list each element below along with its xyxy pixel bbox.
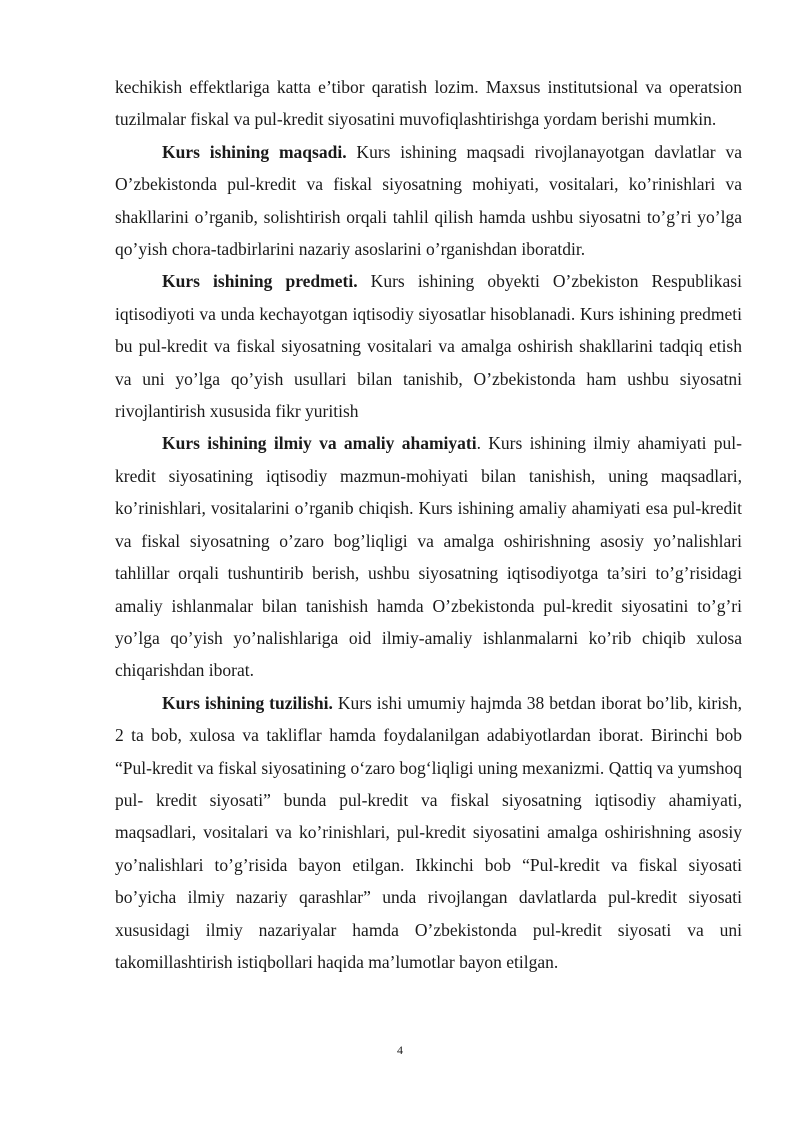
paragraph-course-significance [115, 427, 742, 686]
paragraph-text: Kurs ishi umumiy hajmda 38 betdan iborat bo’lib, kirish, 2 ta bob, xulosa va takliflar hamda foydalanilgan adabiyotlardan iborat. Birinchi bob “Pul-kredit va fiskal siyosatining o‘zaro bog‘liqligi uning mexanizmi. Qattiq va yumshoq pul- kredit siyosati” bunda pul-kredit va fiskal siyosatning iqtisodiy ahamiyati, maqsadlari, vositalari va ko’rinishlari, pul-kredit siyosatini amalga oshirishning asosiy yo’nalishlari to’g’risida bayon etilgan. Ikkinchi bob “Pul-kredit va fiskal siyosati bo’yicha ilmiy nazariy qarashlar” unda rivojlangan davlatlarda pul-kredit siyosati xususidagi ilmiy nazariyalar hamda O’zbekistonda pul-kredit siyosati va uni takomillashtirish istiqbollari haqida ma’lumotlar bayon etilgan. [115, 692, 742, 972]
section-heading-structure: Kurs ishining tuzilishi. [162, 692, 333, 713]
paragraph-course-structure [115, 687, 742, 979]
document-body [115, 71, 742, 978]
paragraph-intro-continuation [115, 71, 742, 136]
paragraph-course-subject [115, 265, 742, 427]
paragraph-text: . Kurs ishining ilmiy ahamiyati pul-kredit siyosatining iqtisodiy mazmun-mohiyati bilan tanishish, uning maqsadlari, ko’rinishlari, vositalarini o’rganib chiqish. Kurs ishining amaliy ahamiyati esa pul-kredit va fiskal siyosatning o’zaro bog’liqligi va amalga oshirishning asosiy yo’nalishlari tahlillar orqali tushuntirib berish, ushbu siyosatning iqtisodiyotga ta’siri to’g’risidagi amaliy ishlanmalar bilan tanishish hamda O’zbekistonda pul-kredit siyosatini to’g’ri yo’lga qo’yish yo’nalishlariga oid ilmiy-amaliy ishlanmalarni ko’rib chiqib xulosa chiqarishdan iborat. [115, 433, 742, 681]
paragraph-text: kechikish effektlariga katta e’tibor qaratish lozim. Maxsus institutsional va operatsion tuzilmalar fiskal va pul-kredit siyosatini muvofiqlashtirishga yordam berishi mumkin. [115, 77, 742, 130]
page-number: 4 [397, 1043, 403, 1057]
section-heading-goal: Kurs ishining maqsadi. [162, 141, 347, 162]
paragraph-text: Kurs ishining obyekti O’zbekiston Respublikasi iqtisodiyoti va unda kechayotgan iqtisodiy siyosatlar hisoblanadi. Kurs ishining predmeti bu pul-kredit va fiskal siyosatning vositalari va amalga oshirish shakllarini tadqiq etish va uni yo’lga qo’yish usullari bilan tanishib, O’zbekistonda ham ushbu siyosatni rivojlantirish xususida fikr yuritish [115, 271, 742, 422]
paragraph-course-goal [115, 136, 742, 266]
paragraph-text: Kurs ishining maqsadi rivojlanayotgan davlatlar va O’zbekistonda pul-kredit va fiskal siyosatning mohiyati, vositalari, ko’rinishlari va shakllarini o’rganib, solishtirish orqali tahlil qilish hamda ushbu siyosatni to’g’ri yo’lga qo’yish chora-tadbirlarini nazariy asoslarini o’rganishdan iboratdir. [115, 141, 743, 260]
section-heading-significance: Kurs ishining ilmiy va amaliy ahamiyati [162, 433, 477, 454]
section-heading-subject: Kurs ishining predmeti. [162, 271, 358, 292]
